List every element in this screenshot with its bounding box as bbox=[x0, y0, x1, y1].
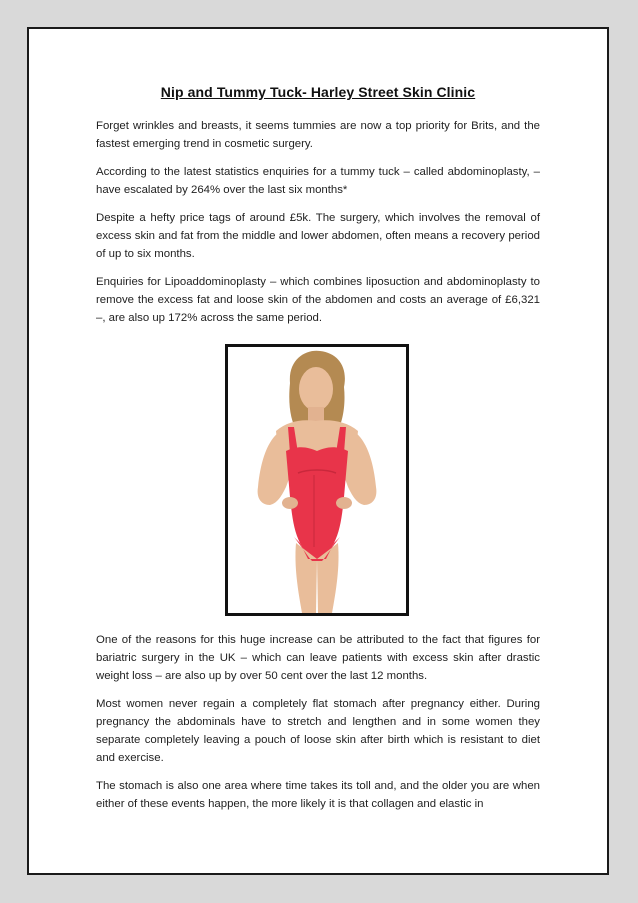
paragraph-6: Most women never regain a completely flat stomach after pregnancy either. During pregnancy the abdominals have to stretch and lengthen and in some women they separate completely leaving a pouch of loose skin after birth which is resistant to diet and exercise. bbox=[96, 698, 540, 764]
paragraph-5: One of the reasons for this huge increase can be attributed to the fact that figures for bariatric surgery in the UK – which can leave patients with excess skin after drastic weight loss – are also up by over 50 cent over the last 12 months. bbox=[96, 634, 540, 682]
woman-in-swimsuit-illustration bbox=[228, 347, 406, 613]
paragraph-2: According to the latest statistics enquiries for a tummy tuck – called abdominoplasty, – have escalated by 264% over the last six months* bbox=[96, 166, 540, 196]
top-text-block bbox=[96, 117, 540, 337]
bottom-text-block bbox=[96, 631, 540, 823]
paragraph-1: Forget wrinkles and breasts, it seems tummies are now a top priority for Brits, and the fastest emerging trend in cosmetic surgery. bbox=[96, 120, 540, 150]
paragraph-4: Enquiries for Lipoaddominoplasty – which combines liposuction and abdominoplasty to remove the excess fat and loose skin of the abdomen and costs an average of £6,321 –, are also up 172% across the same period. bbox=[96, 276, 540, 324]
document-title: Nip and Tummy Tuck- Harley Street Skin Clinic bbox=[160, 84, 476, 100]
document-page bbox=[27, 27, 609, 875]
paragraph-3: Despite a hefty price tags of around £5k. The surgery, which involves the removal of excess skin and fat from the middle and lower abdomen, often means a recovery period of up to six months. bbox=[96, 212, 540, 260]
swimsuit-photo bbox=[225, 344, 409, 616]
paragraph-7: The stomach is also one area where time takes its toll and, and the older you are when either of these events happen, the more likely it is that collagen and elastic in bbox=[96, 780, 540, 810]
